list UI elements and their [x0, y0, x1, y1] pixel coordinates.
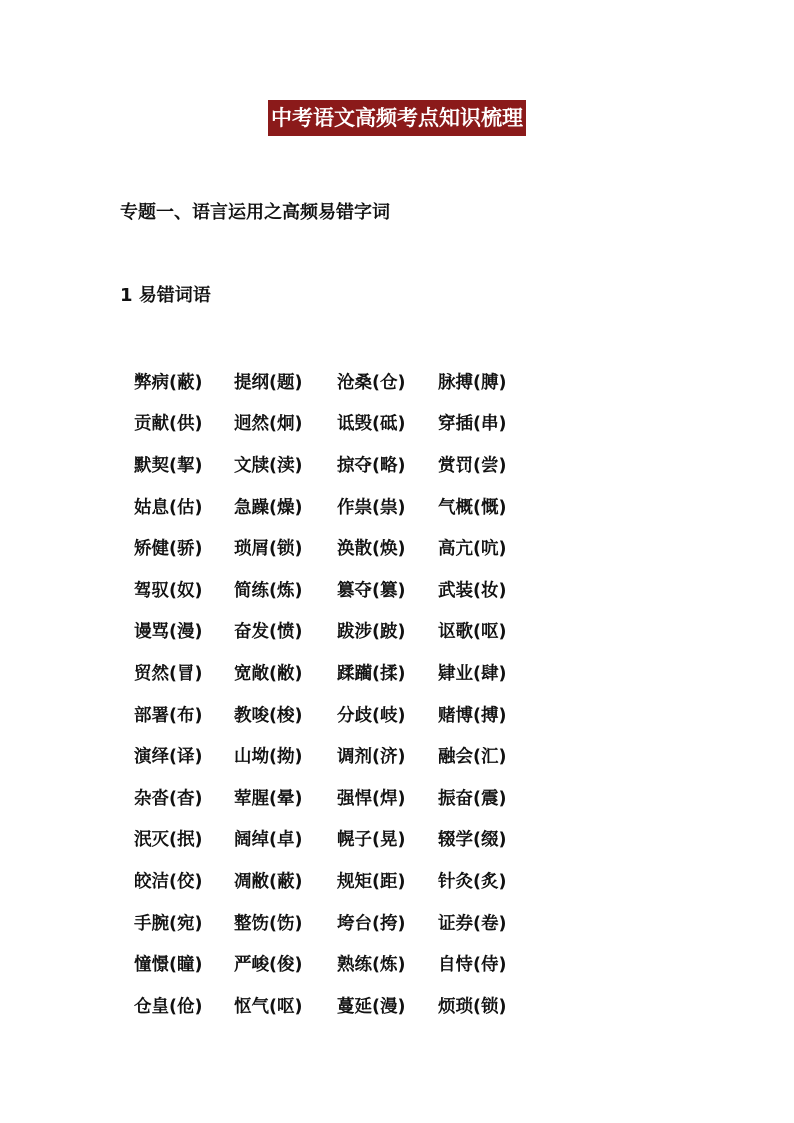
word-row: [134, 528, 554, 570]
word-entry: 琐屑(锁): [234, 539, 303, 560]
word-entry: 振奋(震): [438, 788, 507, 809]
word-entry: 蔓延(漫): [337, 996, 406, 1017]
word-entry: 憧憬(瞳): [134, 955, 203, 976]
word-entry: 高亢(吭): [438, 539, 507, 560]
word-row: [134, 404, 554, 446]
word-entry: 气概(慨): [438, 497, 507, 518]
word-entry: 跋涉(跛): [337, 622, 406, 643]
word-entry: 熟练(炼): [337, 955, 406, 976]
word-entry: 严峻(俊): [234, 955, 303, 976]
word-entry: 贸然(冒): [134, 663, 203, 684]
word-entry: 凋敝(蔽): [234, 871, 303, 892]
word-row: [134, 570, 554, 612]
word-entry: 自恃(侍): [438, 955, 507, 976]
word-entry: 武装(妆): [438, 580, 507, 601]
word-entry: 山坳(拗): [234, 747, 303, 768]
word-entry: 仓皇(伧): [134, 996, 203, 1017]
word-entry: 手腕(宛): [134, 913, 203, 934]
word-entry: 怄气(呕): [234, 996, 303, 1017]
word-entry: 幌子(晃): [337, 830, 406, 851]
word-entry: 肄业(肆): [438, 663, 507, 684]
word-entry: 荤腥(晕): [234, 788, 303, 809]
word-row: [134, 612, 554, 654]
word-entry: 弊病(蔽): [134, 372, 203, 393]
word-entry: 简练(炼): [234, 580, 303, 601]
word-entry: 作祟(祟): [337, 497, 406, 518]
title-container: [0, 100, 794, 136]
word-row: [134, 362, 554, 404]
word-entry: 针灸(炙): [438, 871, 507, 892]
word-row: [134, 944, 554, 986]
word-entry: 贡献(供): [134, 414, 203, 435]
word-entry: 驾驭(奴): [134, 580, 203, 601]
word-entry: 赏罚(尝): [438, 455, 507, 476]
word-row: [134, 986, 554, 1028]
word-entry: 诋毁(砥): [337, 414, 406, 435]
word-entry: 辍学(缀): [438, 830, 507, 851]
word-entry: 皎洁(佼): [134, 871, 203, 892]
word-entry: 强悍(焊): [337, 788, 406, 809]
word-entry: 证券(卷): [438, 913, 507, 934]
word-entry: 讴歌(呕): [438, 622, 507, 643]
sub-heading: 1 易错词语: [120, 285, 211, 306]
word-entry: 教唆(梭): [234, 705, 303, 726]
word-entry: 掠夺(略): [337, 455, 406, 476]
section-heading: 专题一、语言运用之高频易错字词: [120, 202, 390, 223]
word-entry: 分歧(岐): [337, 705, 406, 726]
word-entry: 赌博(搏): [438, 705, 507, 726]
word-row: [134, 861, 554, 903]
word-row: [134, 487, 554, 529]
word-entry: 规矩(距): [337, 871, 406, 892]
word-entry: 宽敞(敝): [234, 663, 303, 684]
word-row: [134, 778, 554, 820]
word-entry: 整饬(饬): [234, 913, 303, 934]
word-row: [134, 903, 554, 945]
word-entry: 蹂躏(揉): [337, 663, 406, 684]
word-entry: 提纲(题): [234, 372, 303, 393]
word-entry: 姑息(估): [134, 497, 203, 518]
word-entry: 融会(汇): [438, 747, 507, 768]
word-entry: 穿插(串): [438, 414, 507, 435]
word-entry: 阔绰(卓): [234, 830, 303, 851]
word-entry: 急躁(燥): [234, 497, 303, 518]
word-row: [134, 445, 554, 487]
word-row: [134, 820, 554, 862]
word-row: [134, 653, 554, 695]
word-entry: 迥然(炯): [234, 414, 303, 435]
word-entry: 杂沓(杳): [134, 788, 203, 809]
word-entry: 谩骂(漫): [134, 622, 203, 643]
word-entry: 烦琐(锁): [438, 996, 507, 1017]
word-grid: [134, 362, 554, 1028]
word-entry: 演绎(译): [134, 747, 203, 768]
word-entry: 沧桑(仓): [337, 372, 406, 393]
word-entry: 部署(布): [134, 705, 203, 726]
word-row: [134, 695, 554, 737]
word-entry: 文牍(渎): [234, 455, 303, 476]
word-row: [134, 736, 554, 778]
word-entry: 脉搏(膊): [438, 372, 507, 393]
page-title: 中考语文高频考点知识梳理: [268, 100, 526, 136]
word-entry: 调剂(济): [337, 747, 406, 768]
word-entry: 奋发(愤): [234, 622, 303, 643]
word-entry: 矫健(骄): [134, 539, 203, 560]
word-entry: 默契(挈): [134, 455, 203, 476]
word-entry: 涣散(焕): [337, 539, 406, 560]
word-entry: 垮台(挎): [337, 913, 406, 934]
word-entry: 篡夺(篡): [337, 580, 406, 601]
word-entry: 泯灭(抿): [134, 830, 203, 851]
